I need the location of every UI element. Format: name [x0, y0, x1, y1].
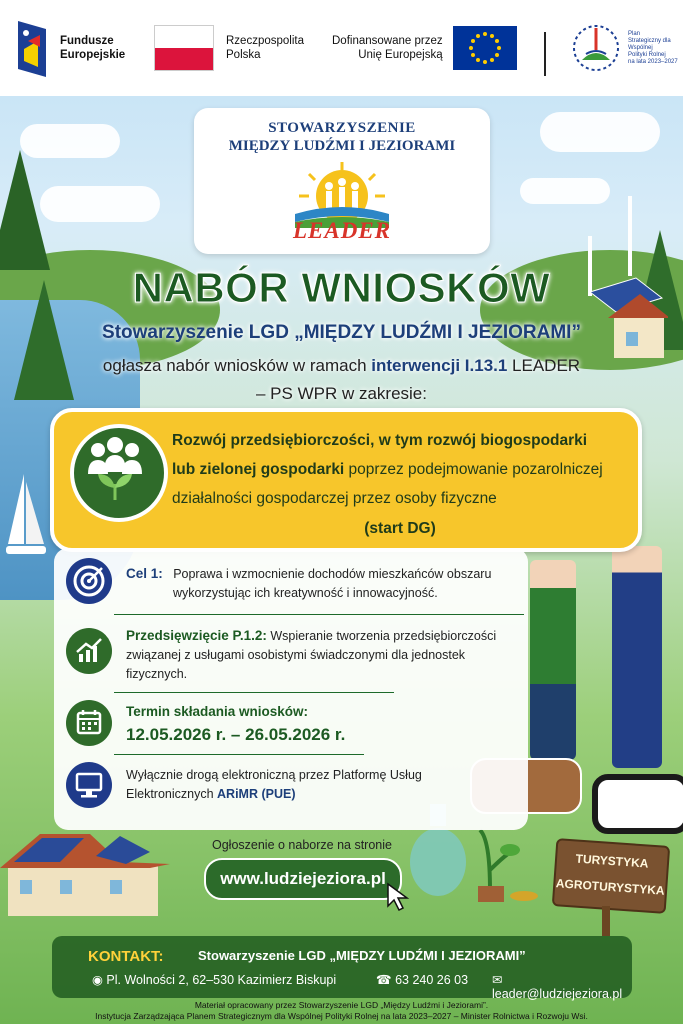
growth-chart-icon	[66, 628, 112, 674]
logo-separator	[544, 32, 546, 76]
cursor-icon	[386, 882, 412, 912]
contact-footer	[52, 936, 632, 1001]
sign-post	[602, 906, 610, 936]
email-text[interactable]: leader@ludziejeziora.pl	[492, 987, 623, 1001]
page-title: NABÓR WNIOSKÓW	[132, 264, 551, 311]
notice-text: Ogłoszenie o naborze na stronie	[212, 838, 392, 852]
scope-bold-1: Rozwój przedsiębiorczości, w tym rozwój biogospodarki	[172, 432, 588, 449]
phone-icon: ☎	[376, 973, 392, 987]
online-text: Wyłącznie drogą elektroniczną przez Platformę Usług	[126, 768, 422, 782]
divider	[114, 614, 524, 615]
psw-line4: Polityki Rolnej	[628, 51, 666, 58]
psw-line3: Wspólnej	[628, 44, 653, 51]
sign-line-2: AGROTURYSTYKA	[555, 876, 666, 898]
pue-platform: ARiMR (PUE)	[217, 787, 296, 801]
goal-key: Cel 1:	[126, 566, 163, 581]
contact-org: Stowarzyszenie LGD „MIĘDZY LUDŹMI I JEZIORAMI”	[198, 948, 526, 963]
goal-text: Poprawa i wzmocnienie dochodów mieszkańców obszaru	[173, 567, 492, 581]
monitor-icon	[66, 762, 112, 808]
cloud	[40, 186, 160, 222]
intro-text: ogłasza nabór wniosków w ramach	[102, 356, 372, 375]
online-text-2: Elektronicznych	[126, 787, 218, 801]
project-key: Przedsięwzięcie P.1.2:	[126, 628, 267, 643]
project-text-3: fizycznych.	[126, 667, 188, 681]
eu-line2: Unię Europejską	[358, 49, 443, 61]
poland-flag-icon	[154, 25, 214, 71]
sailboat-icon	[4, 470, 48, 560]
credits-line-1: Materiał opracowany przez Stowarzyszenie LGD „Między Ludźmi i Jeziorami”.	[194, 1000, 489, 1010]
divider	[114, 754, 364, 755]
poland-line1: Rzeczpospolita	[226, 35, 304, 47]
divider	[114, 692, 394, 693]
psw-line2: Strategiczny dla	[628, 37, 671, 44]
funds-eu-logo	[18, 0, 125, 96]
funds-eu-line2: Europejskie	[60, 49, 126, 61]
address-text: Pl. Wolności 2, 62–530 Kazimierz Biskupi	[106, 973, 337, 987]
ps-wpr-logo	[568, 0, 678, 96]
scope-line-3: działalności gospodarczej przez osoby fizyczne	[172, 490, 497, 507]
cloud	[520, 178, 610, 204]
logo-bar	[0, 0, 683, 96]
goal-text-2: wykorzystując ich kreatywność i innowacyjność.	[173, 586, 438, 600]
scope-bold-2: lub zielonej gospodarki	[172, 461, 345, 478]
fe-emblem-icon	[18, 21, 46, 75]
intro-leader: LEADER	[507, 356, 581, 375]
psw-line5: na lata 2023–2027	[628, 58, 678, 65]
envelope-icon: ✉	[492, 973, 503, 987]
website-link[interactable]: www.ludziejeziora.pl	[204, 858, 402, 900]
credits	[0, 1000, 683, 1022]
contact-label: KONTAKT:	[88, 948, 164, 965]
organizer-name: Stowarzyszenie LGD „MIĘDZY LUDŹMI I JEZIORAMI”	[102, 322, 581, 343]
poland-line2: Polska	[226, 49, 261, 61]
calendar-icon	[66, 700, 112, 746]
tourism-sign	[552, 838, 670, 914]
contact-email	[492, 972, 632, 1001]
eu-cofinanced-logo	[332, 0, 517, 96]
ps-wpr-emblem-icon	[568, 20, 624, 76]
project-text-2: związanej z usługami osobistymi świadczonymi dla jednostek	[126, 648, 466, 662]
intro-line	[0, 356, 683, 376]
info-panel	[54, 548, 528, 830]
intro-scope: – PS WPR w zakresie:	[256, 384, 427, 403]
people-plant-icon	[70, 424, 168, 522]
scope-box	[50, 408, 642, 552]
association-name: MIĘDZY LUDŹMI I JEZIORAMI	[228, 138, 456, 154]
phone-text[interactable]: 63 240 26 03	[395, 973, 469, 987]
leader-card	[194, 108, 490, 254]
credits-line-2: Instytucja Zarządzająca Planem Strategicznym dla Wspólnej Polityki Rolnej na lata 2023–2027 – Minister Rolnictwa i Rozwoju Wsi.	[95, 1011, 588, 1021]
deadline-value: 12.05.2026 r. – 26.05.2026 r.	[126, 725, 346, 744]
psw-line1: Plan	[628, 30, 641, 37]
tree	[0, 150, 50, 270]
contact-address	[92, 972, 336, 987]
sign-line-1: TURYSTYKA	[575, 851, 649, 871]
eu-flag-icon	[453, 26, 517, 70]
deadline-key: Termin składania wniosków:	[126, 704, 309, 719]
man-illustration	[612, 546, 662, 768]
leader-brand: LEADER	[292, 218, 392, 243]
intervention-code: interwencji I.13.1	[371, 356, 508, 375]
location-pin-icon: ◉	[92, 973, 103, 987]
scope-tag: (start DG)	[364, 520, 436, 537]
eu-line1: Dofinansowane przez	[332, 35, 443, 47]
funds-eu-line1: Fundusze	[60, 35, 114, 47]
project-text: Wspieranie tworzenia przedsiębiorczości	[270, 629, 497, 643]
contact-phone	[376, 972, 468, 987]
woman-illustration	[530, 560, 576, 760]
cloud	[540, 112, 660, 152]
scope-text	[172, 426, 628, 543]
cow-illustration	[592, 774, 683, 834]
scope-rest: poprzez podejmowanie pozarolniczej	[344, 461, 603, 478]
association-label: STOWARZYSZENIE	[268, 120, 416, 136]
poland-logo	[154, 0, 304, 96]
house-with-solar-icon	[0, 826, 176, 922]
target-icon	[66, 558, 112, 604]
